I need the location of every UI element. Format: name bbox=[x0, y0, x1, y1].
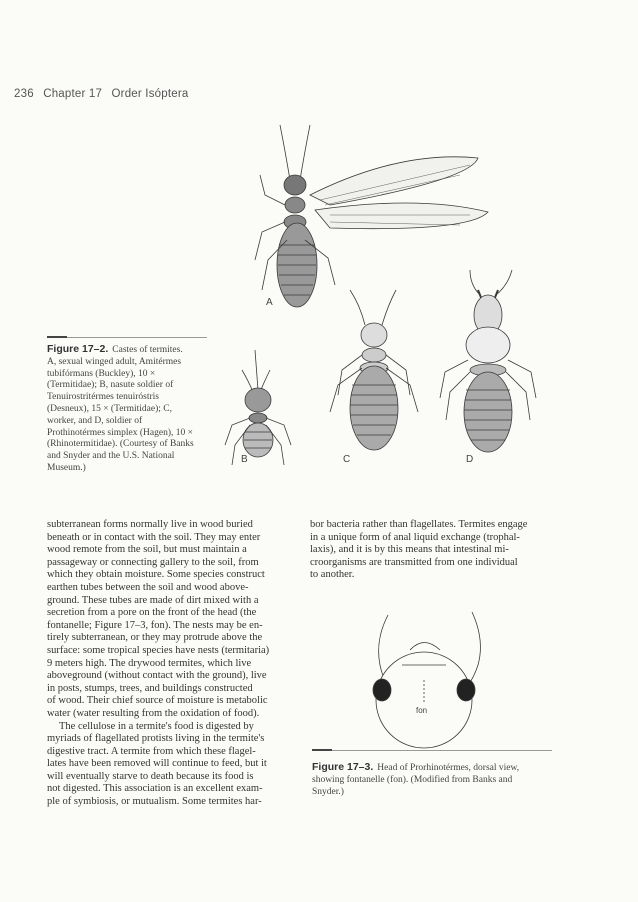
figure-17-2-caption bbox=[47, 344, 217, 475]
text-line: fontanelle; Figure 17–3, fon). The nests may be en- bbox=[47, 619, 263, 631]
chapter-label: Chapter 17 bbox=[43, 88, 103, 100]
figure-17-3-caption bbox=[312, 762, 554, 798]
text-line: not digested. This association is an excellent exam- bbox=[47, 783, 263, 795]
caption-line: tubifórmans (Buckley), 10 × bbox=[47, 368, 156, 379]
caption-line: (Desneux), 15 × (Termitidae); C, bbox=[47, 403, 172, 414]
caption-line: and Snyder and the U.S. National bbox=[47, 451, 175, 462]
text-line: which they obtain moisture. Some species construct bbox=[47, 569, 265, 581]
text-line: passageway or connecting gallery to the soil, from bbox=[47, 556, 259, 568]
caption-line: Castes of termites. bbox=[112, 345, 183, 355]
text-line: lates have been removed will continue to feed, but it bbox=[47, 758, 267, 770]
figure-17-2-label: Figure 17–2. bbox=[47, 343, 109, 355]
text-line: 9 meters high. The drywood termites, which live bbox=[47, 657, 252, 669]
figure-17-2-rule bbox=[47, 337, 207, 338]
chapter-title: Order Isóptera bbox=[111, 88, 189, 100]
text-line: croorganisms are transmitted from one individual bbox=[310, 556, 518, 568]
text-line: secretion from a pore on the front of the head (the bbox=[47, 607, 257, 619]
caption-line: worker, and D, soldier of bbox=[47, 415, 143, 426]
figure-17-3-label: Figure 17–3. bbox=[312, 761, 374, 773]
left-body-column bbox=[47, 519, 293, 809]
text-line: aboveground (without contact with the ground), live bbox=[47, 670, 267, 682]
caption-line: Tenuirostritérmes tenuiróstris bbox=[47, 392, 159, 403]
caption-line: A, sexual winged adult, Amitérmes bbox=[47, 356, 182, 367]
termite-d-soldier bbox=[440, 270, 536, 452]
text-line: tirely subterranean, or they may protrude above the bbox=[47, 632, 263, 644]
termite-b-nasute-soldier bbox=[225, 350, 291, 465]
text-line: The cellulose in a termite's food is digested by bbox=[59, 720, 254, 732]
figure-17-3-rule bbox=[312, 750, 552, 751]
fontanelle-label: fon bbox=[416, 706, 428, 715]
text-line: ground. These tubes are made of dirt mixed with a bbox=[47, 594, 259, 606]
caption-line: (Rhinotermitidae). (Courtesy of Banks bbox=[47, 439, 194, 450]
panel-d-label: D bbox=[466, 454, 474, 465]
text-line: in a unique form of anal liquid exchange (trophal- bbox=[310, 531, 520, 543]
page-number: 236 bbox=[14, 88, 34, 100]
caption-line: Museum.) bbox=[47, 462, 86, 473]
text-line: ple of symbiosis, or mutualism. Some termites har- bbox=[47, 796, 262, 808]
text-line: earthen tubes between the soil and wood above- bbox=[47, 581, 249, 593]
panel-b-label: B bbox=[241, 454, 248, 465]
caption-line: Snyder.) bbox=[312, 786, 344, 797]
text-line: will eventually starve to death because its food is bbox=[47, 770, 254, 782]
text-line: surface: some tropical species have nests (termitaria) bbox=[47, 644, 270, 656]
caption-line: showing fontanelle (fon). (Modified from Banks and bbox=[312, 774, 513, 785]
text-line: in posts, stumps, trees, and buildings constructed bbox=[47, 682, 253, 694]
termite-head-dorsal-view bbox=[373, 612, 480, 748]
termite-a-winged-adult bbox=[255, 125, 488, 307]
right-body-column bbox=[310, 519, 552, 582]
text-line: of wood. Their chief source of moisture is metabolic bbox=[47, 695, 268, 707]
text-line: subterranean forms normally live in wood buried bbox=[47, 519, 253, 530]
text-line: water (water resulting from the oxidation of food). bbox=[47, 707, 260, 719]
text-line: bor bacteria rather than flagellates. Termites engage bbox=[310, 519, 528, 530]
caption-line: (Termitidae); B, nasute soldier of bbox=[47, 380, 174, 391]
text-line: myriads of flagellated protists living in the termite's bbox=[47, 733, 265, 745]
text-line: beneath or in contact with the soil. They may enter bbox=[47, 531, 261, 543]
panel-a-label: A bbox=[266, 297, 273, 308]
caption-line: Prothinotérmes simplex (Hagen), 10 × bbox=[47, 427, 193, 438]
panel-c-label: C bbox=[343, 454, 351, 465]
text-line: to another. bbox=[310, 569, 355, 581]
text-line: digestive tract. A termite from which these flagel- bbox=[47, 745, 256, 757]
text-line: laxis), and it is by this means that intestinal mi- bbox=[310, 544, 509, 556]
text-line: wood remote from the soil, but must maintain a bbox=[47, 544, 247, 556]
caption-line: Head of Prorhinotérmes, dorsal view, bbox=[377, 763, 520, 773]
termite-c-worker bbox=[330, 290, 418, 450]
